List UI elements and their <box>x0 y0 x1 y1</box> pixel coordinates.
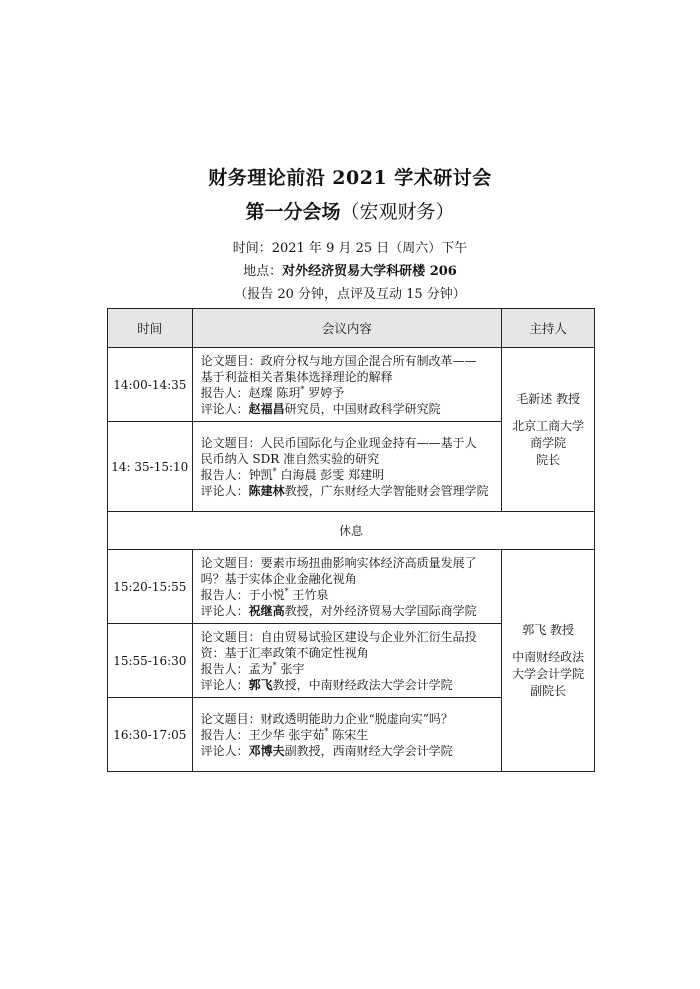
reviewer-label: 评论人： <box>200 743 249 758</box>
session-title <box>0 197 700 224</box>
host-position: 院长 <box>536 452 561 467</box>
session-content <box>192 348 502 422</box>
host-name: 毛新述 教授 <box>516 391 581 406</box>
host-affiliation-line: 中南财经政法 <box>512 649 585 664</box>
reviewer-affiliation: 教授，中南财经政法大学会计学院 <box>272 677 453 692</box>
reviewer <box>201 603 494 619</box>
host-affiliation-line: 大学会计学院 <box>512 666 585 681</box>
reporters <box>201 385 494 401</box>
reporters-a: 报告人：于小悦 <box>200 587 285 602</box>
reviewer-affiliation: 教授，广东财经大学智能财会管理学院 <box>284 483 489 498</box>
paper-title-line: 论文题目：财政透明能助力企业“脱虚向实”吗？ <box>200 711 453 726</box>
reporters-b: 白海晨 彭雯 郑建明 <box>280 467 385 482</box>
host-cell <box>502 550 595 772</box>
session-time: 14:00-14:35 <box>108 348 193 422</box>
session-content <box>192 422 502 512</box>
paper-title-line: 论文题目：人民币国际化与企业现金持有——基于人 <box>200 435 477 450</box>
reviewer-label: 评论人： <box>200 603 249 618</box>
host-name: 郭飞 教授 <box>522 622 575 637</box>
reporters <box>201 727 494 743</box>
conference-title: 财务理论前沿 2021 学术研讨会 <box>208 167 492 189</box>
reporters <box>201 661 494 677</box>
location-value: 对外经济贸易大学科研楼 206 <box>282 264 457 279</box>
host-affiliation-line: 商学院 <box>530 435 567 450</box>
reporters <box>201 467 494 483</box>
session-time: 14: 35-15:10 <box>108 422 193 512</box>
break-row <box>108 512 595 550</box>
session-name: 第一分会场 <box>245 201 341 223</box>
table-row <box>108 550 595 624</box>
reporters-a: 报告人：钟凯 <box>200 467 273 482</box>
header-host: 主持人 <box>502 309 595 348</box>
paper-title-line: 吗？基于实体企业金融化视角 <box>200 571 357 586</box>
reviewer-name: 赵福昌 <box>248 401 285 416</box>
header-content: 会议内容 <box>192 309 502 348</box>
reviewer <box>201 743 494 759</box>
session-theme: （宏观财务） <box>340 201 455 223</box>
corresponding-mark: * <box>300 384 305 394</box>
paper-title-line: 论文题目：要素市场扭曲影响实体经济高质量发展了 <box>200 555 477 570</box>
break-label: 休息 <box>108 512 595 550</box>
host-affiliation-line: 北京工商大学 <box>512 418 585 433</box>
time-info: 时间：2021 年 9 月 25 日（周六）下午 <box>232 241 468 256</box>
reviewer-label: 评论人： <box>200 483 249 498</box>
reporters-a: 报告人：王少华 张宇茹 <box>200 727 325 742</box>
location-info <box>0 260 700 279</box>
paper-title-line: 基于利益相关者集体选择理论的解释 <box>200 369 393 384</box>
reporters-b: 罗婷予 <box>308 385 345 400</box>
reviewer <box>201 677 494 693</box>
paper-title-line: 资：基于汇率政策不确定性视角 <box>200 645 369 660</box>
reporters-b: 王竹泉 <box>292 587 329 602</box>
reviewer-affiliation: 研究员，中国财政科学研究院 <box>284 401 441 416</box>
reviewer-label: 评论人： <box>200 401 249 416</box>
table-header-row <box>108 309 595 348</box>
reviewer-affiliation: 副教授，西南财经大学会计学院 <box>284 743 453 758</box>
session-content <box>192 550 502 624</box>
timing-note: （报告 20 分钟，点评及互动 15 分钟） <box>234 287 466 302</box>
reporters-b: 陈宋生 <box>332 727 369 742</box>
host-cell <box>502 348 595 512</box>
reviewer-name: 陈建林 <box>248 483 285 498</box>
header-time: 时间 <box>108 309 193 348</box>
host-position: 副院长 <box>530 683 567 698</box>
paper-title-line: 论文题目：自由贸易试验区建设与企业外汇衍生品投 <box>200 629 477 644</box>
reviewer <box>201 401 494 417</box>
location-label: 地点： <box>243 264 283 279</box>
paper-title-line: 论文题目：政府分权与地方国企混合所有制改革—— <box>200 353 477 368</box>
reviewer-affiliation: 教授，对外经济贸易大学国际商学院 <box>284 603 477 618</box>
reviewer-name: 祝继高 <box>248 603 285 618</box>
session-content <box>192 698 502 772</box>
session-time: 15:55-16:30 <box>108 624 193 698</box>
reviewer-label: 评论人： <box>200 677 249 692</box>
schedule-table <box>107 308 595 772</box>
table-row <box>108 348 595 422</box>
reporters <box>201 587 494 603</box>
corresponding-mark: * <box>284 586 289 596</box>
reviewer-name: 邓博夫 <box>248 743 285 758</box>
corresponding-mark: * <box>272 660 277 670</box>
paper-title-line: 民币纳入 SDR 准自然实验的研究 <box>200 451 380 466</box>
reporters-a: 报告人：孟为 <box>200 661 273 676</box>
corresponding-mark: * <box>324 726 329 736</box>
reporters-b: 张宇 <box>280 661 305 676</box>
session-time: 15:20-15:55 <box>108 550 193 624</box>
reviewer-name: 郭飞 <box>248 677 273 692</box>
session-content <box>192 624 502 698</box>
corresponding-mark: * <box>272 466 277 476</box>
reporters-a: 报告人：赵璨 陈玥 <box>200 385 301 400</box>
session-time: 16:30-17:05 <box>108 698 193 772</box>
reviewer <box>201 483 494 499</box>
